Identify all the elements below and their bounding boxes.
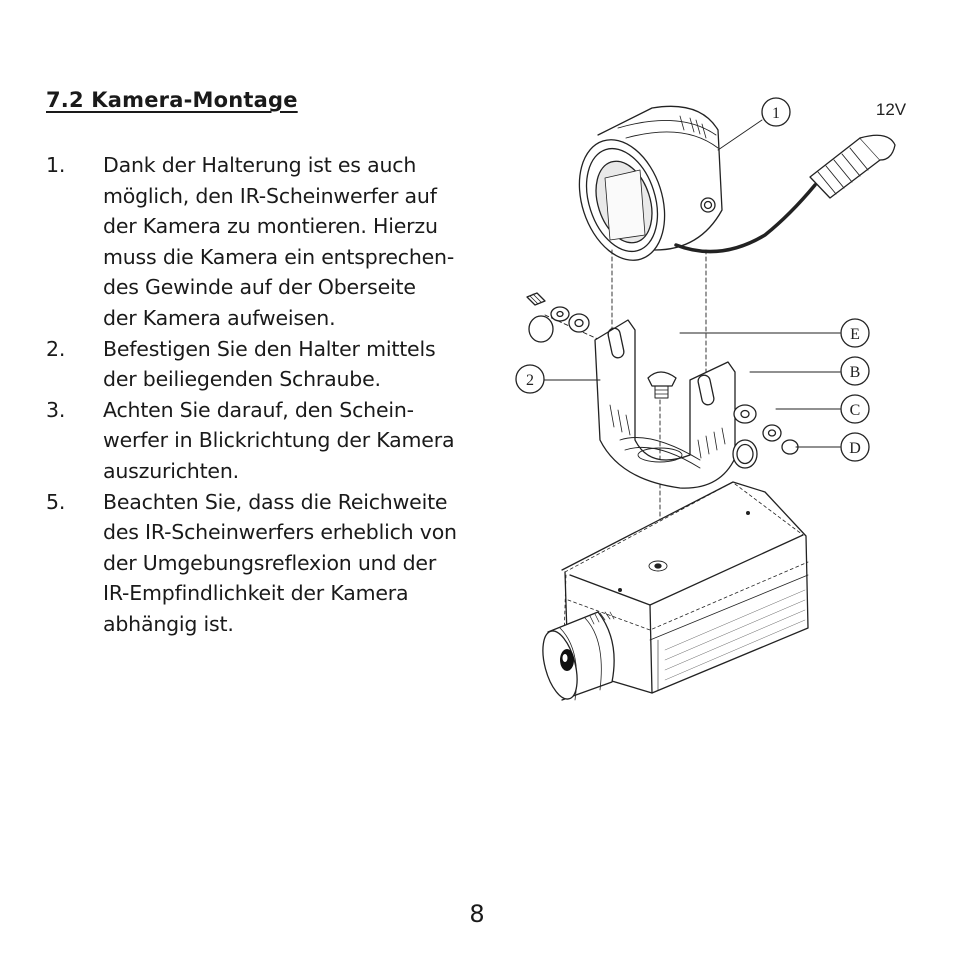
voltage-label: 12V — [875, 100, 907, 119]
step-1 — [46, 150, 486, 334]
step-text: Befestigen Sie den Halter mittels der beiliegenden Schraube. — [103, 336, 436, 392]
u-bracket — [595, 320, 735, 488]
step-number: 3. — [46, 397, 66, 422]
camera-mount-diagram — [500, 85, 940, 715]
step-3 — [46, 395, 486, 487]
right-fasteners — [733, 405, 798, 468]
step-5 — [46, 487, 486, 640]
step-number: 2. — [46, 336, 66, 361]
page-number: 8 — [469, 900, 485, 928]
step-number: 5. — [46, 489, 66, 514]
section-heading: 7.2 Kamera-Montage — [46, 88, 298, 112]
step-text: Achten Sie darauf, den Schein- werfer in Blickrichtung der Kamera auszurichten. — [103, 397, 455, 483]
ir-floodlight — [565, 106, 895, 271]
left-fasteners — [527, 293, 589, 342]
label-part-1: 1 — [772, 105, 780, 122]
label-part-2: 2 — [526, 372, 534, 389]
label-part-d: D — [849, 440, 861, 457]
mounting-steps-list — [46, 150, 486, 640]
label-part-e: E — [850, 326, 860, 343]
label-part-b: B — [849, 364, 861, 381]
label-part-c: C — [849, 402, 861, 419]
step-number: 1. — [46, 153, 66, 177]
step-text: Dank der Halterung ist es auch möglich, den IR-Scheinwerfer auf der Kamera zu montieren. Hierzu muss die Kamera ein entsprechen- des Gewinde auf der Oberseite der Kamera aufweisen. — [103, 153, 455, 330]
step-2 — [46, 334, 486, 395]
camera-lens — [536, 612, 614, 703]
step-text: Beachten Sie, dass die Reichweite des IR-Scheinwerfers erheblich von der Umgebungsreflexion und der IR-Empfindlichkeit der Kamera abhängig ist. — [103, 489, 457, 636]
